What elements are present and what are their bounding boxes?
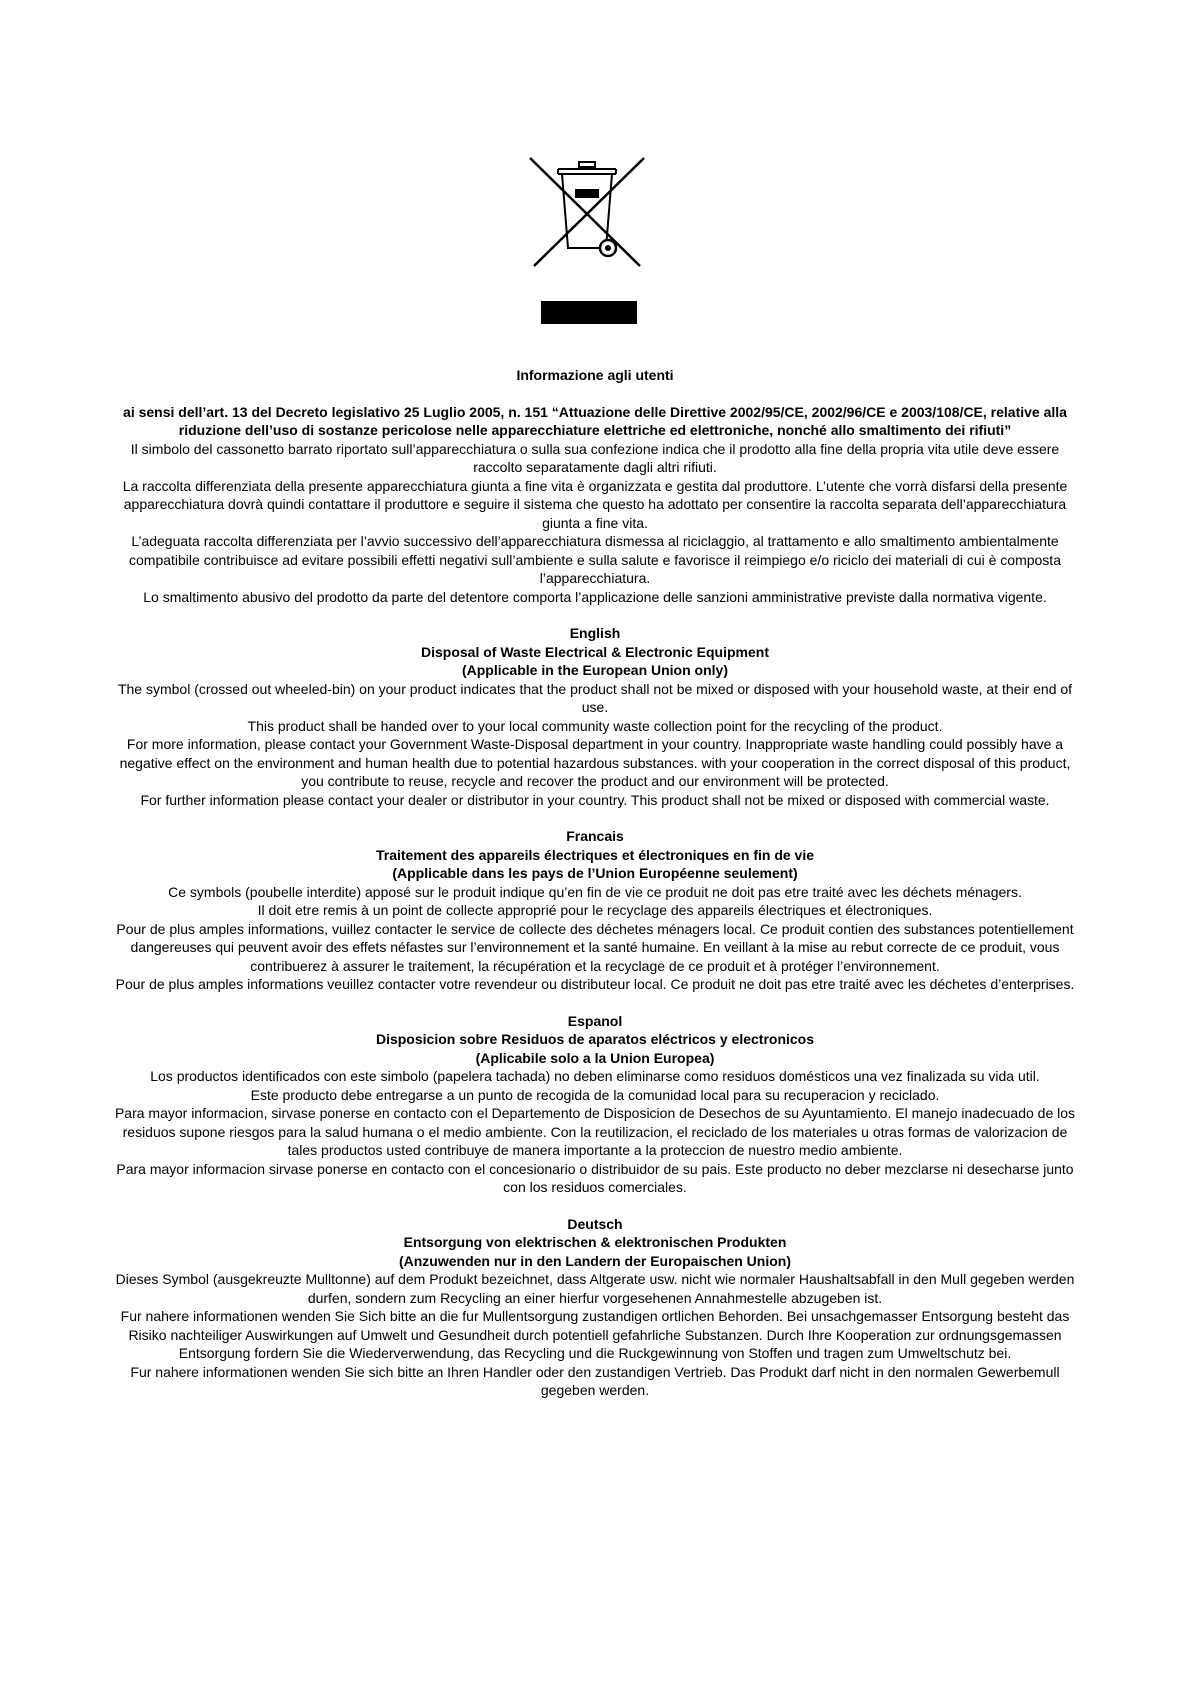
section-paragraph: Los productos identificados con este simbolo (papelera tachada) no deben eliminarse como residuos domésticos una vez finalizada su vida util.	[150, 1068, 1040, 1084]
section-paragraph: For further information please contact your dealer or distributor in your country. This product shall not be mixed or disposed with commercial waste.	[140, 791, 1050, 808]
section-spanish	[108, 1012, 1082, 1197]
section-subtitle: (Anzuwenden nur in den Landern der Europaischen Union)	[398, 1252, 791, 1269]
section-title: Traitement des appareils électriques et électroniques en fin de vie	[375, 846, 815, 863]
section-language: Espanol	[567, 1012, 623, 1029]
italian-paragraph: L’adeguata raccolta differenziata per l’avvio successivo dell’apparecchiatura dismessa al riciclaggio, al trattamento e allo smaltimento ambientalmente compatibile contribuisce ad evitare possibili effetti negativi sull’ambiente e sulla salute e favorisce il reimpiego e/o riciclo dei materiali di cui è composta l’apparecchiatura.	[129, 533, 1061, 586]
section-paragraph: This product shall be handed over to your local community waste collection point for the recycling of the product.	[247, 717, 943, 734]
section-paragraph: Pour de plus amples informations, vuillez contacter le service de collecte des déchetes ménagers local. Ce produit contien des substances potentiellement dangereuses qui peuvent avoir des effets néfastes sur l’environnement et la santé humaine. En veillant à la mise au rebut correcte de ce produit, vous contribuerez à assurer le traitement, la récupération et la recyclage de ce produit et à protéger l’environnement.	[116, 920, 1074, 974]
section-french	[108, 827, 1082, 994]
section-subtitle: (Applicable in the European Union only)	[461, 662, 728, 678]
section-title: Disposal of Waste Electrical & Electronic Equipment	[420, 643, 769, 660]
section-subtitle: (Applicable dans les pays de l’Union Européenne seulement)	[392, 865, 798, 881]
page-title: Informazione agli utenti	[516, 367, 674, 383]
section-paragraph: Il doit etre remis à un point de collecte approprié pour le recyclage des appareils électriques et électroniques.	[257, 902, 933, 918]
section-paragraph: For more information, please contact your Government Waste-Disposal department in your country. Inappropriate waste handling could possibly have a negative effect on the environment and human health due to potential hazardous substances. with your cooperation in the correct disposal of this product, you contribute to reuse, recycle and recover the product and our environment will be protected.	[119, 736, 1071, 789]
section-paragraph: Pour de plus amples informations veuillez contacter votre revendeur ou distributeur local. Ce produit ne doit pas etre traité avec les déchetes d’enterprises.	[115, 976, 1075, 992]
section-title: Entsorgung von elektrischen & elektronischen Produkten	[403, 1234, 787, 1250]
section-paragraph: Fur nahere informationen wenden Sie Sich bitte an die fur Mullentsorgung zustandigen ortlichen Behorden. Bei unsachgemasser Entsorgung besteht das Risiko nachteiliger Auswirkungen auf Umwelt und Gesundheit durch potentiell gefahrliche Substanzen. Durch Ihre Kooperation zur ordnungsgemassen Entsorgung fordern Sie die Wiederverwendung, das Recycling und die Ruckgewinnung von Stoffen und tragen zum Umweltschutz bei.	[120, 1308, 1070, 1361]
weee-notice	[108, 366, 1082, 1400]
section-english	[108, 624, 1082, 809]
section-language: Francais	[566, 828, 624, 844]
crossed-out-wheelie-bin-icon	[528, 156, 646, 278]
redacted-bar	[541, 301, 637, 324]
section-paragraph: Para mayor informacion, sirvase ponerse en contacto con el Departemento de Disposicion de Desechos de su Ayuntamiento. El manejo inadecuado de los residuos supone riesgos para la salud humana o el medio ambiente. Con la reutilizacion, el reciclado de los materiales u otras formas de valorizacion de tales productos usted contribuye de manera importante a la proteccion de nuestro medio ambiente.	[114, 1105, 1076, 1158]
section-german	[108, 1215, 1082, 1400]
italian-paragraph: Il simbolo del cassonetto barrato riportato sull’apparecchiatura o sulla sua confezione indica che il prodotto alla fine della propria vita utile deve essere raccolto separatamente dagli altri rifiuti.	[130, 440, 1060, 475]
section-language: Deutsch	[567, 1215, 623, 1232]
section-language: English	[569, 625, 621, 641]
section-title: Disposicion sobre Residuos de aparatos eléctricos y electronicos	[375, 1031, 815, 1047]
section-paragraph: Para mayor informacion sirvase ponerse en contacto con el concesionario o distribuidor de su pais. Este producto no deber mezclarse ni desecharse junto con los residuos comerciales.	[116, 1160, 1074, 1195]
italian-paragraph: La raccolta differenziata della presente apparecchiatura giunta a fine vita è organizzata e gestita dal produttore. L’utente che vorrà disfarsi della presente apparecchiatura dovrà quindi contattare il produttore e seguire il sistema che questo ha adottato per consentire la raccolta separata dell’apparecchiatura giunta a fine vita.	[122, 477, 1068, 531]
section-subtitle: (Aplicabile solo a la Union Europea)	[475, 1049, 715, 1066]
section-paragraph: Dieses Symbol (ausgekreuzte Mulltonne) auf dem Produkt bezeichnet, dass Altgerate usw. nicht wie normaler Haushaltsabfall in den Mull gegeben werden durfen, sondern zum Recycling an einer hierfur vorgesehenen Annahmestelle abzugeben ist.	[115, 1271, 1075, 1306]
section-paragraph: Fur nahere informationen wenden Sie sich bitte an Ihren Handler oder den zustandigen Vertrieb. Das Produkt darf nicht in den normalen Gewerbemull gegeben werden.	[130, 1363, 1060, 1398]
italian-paragraph: Lo smaltimento abusivo del prodotto da parte del detentore comporta l’applicazione delle sanzioni amministrative previste dalla normativa vigente.	[143, 588, 1047, 605]
section-paragraph: Ce symbols (poubelle interdite) apposé sur le produit indique qu’en fin de vie ce produit ne doit pas etre traité avec les déchets ménagers.	[168, 883, 1022, 900]
section-paragraph: Este producto debe entregarse a un punto de recogida de la comunidad local para su recuperacion y reciclado.	[250, 1086, 940, 1103]
section-paragraph: The symbol (crossed out wheeled-bin) on your product indicates that the product shall not be mixed or disposed with your household waste, at their end of use.	[117, 680, 1073, 715]
italian-legal-heading: ai sensi dell’art. 13 del Decreto legislativo 25 Luglio 2005, n. 151 “Attuazione delle Direttive 2002/95/CE, 2002/96/CE e 2003/108/CE, relative alla riduzione dell’uso di sostanze pericolose nelle apparecchiature elettriche ed elettroniche, nonché allo smaltimento dei rifiuti”	[123, 403, 1067, 438]
